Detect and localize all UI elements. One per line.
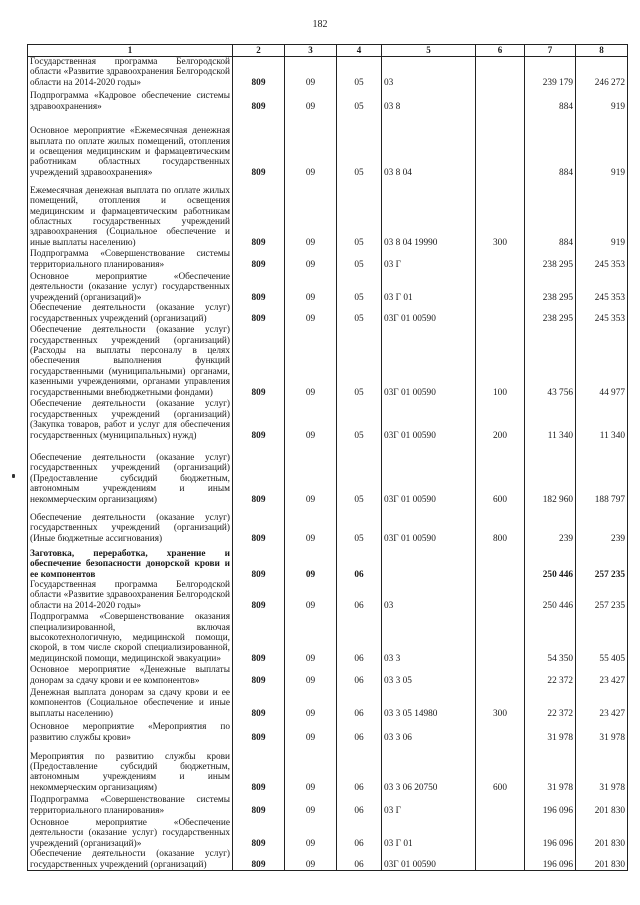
- amount-year-1: 11 340: [525, 398, 576, 441]
- expense-type-code: [476, 57, 525, 89]
- expense-type-code: [476, 248, 525, 270]
- amount-year-2: 23 427: [576, 686, 628, 719]
- amount-year-1: 884: [525, 178, 576, 248]
- target-article-code: 03 Г 01: [382, 816, 476, 849]
- target-article-code: 03Г 01 00590: [382, 303, 476, 324]
- amount-year-2: 31 978: [576, 719, 628, 743]
- table-row: [28, 544, 628, 580]
- item-name: Мероприятия по развитию службы крови (Предоставление субсидий бюджетным, автономным учреждениям и иным некоммерческим организациям): [28, 743, 233, 793]
- subsection-code: 05: [337, 112, 382, 178]
- item-name: Основное мероприятие «Ежемесячная денежная выплата по оплате жилых помещений, отопления и освещения медицинским и фармацевтическим работникам областных государственных учреждений здравоохранения»: [28, 112, 233, 178]
- subsection-code: 05: [337, 441, 382, 505]
- ministry-code: 809: [233, 112, 285, 178]
- expense-type-code: [476, 849, 525, 870]
- section-code: 09: [285, 544, 337, 580]
- amount-year-2: 44 977: [576, 324, 628, 398]
- amount-year-2: 245 353: [576, 303, 628, 324]
- section-code: 09: [285, 398, 337, 441]
- section-code: 09: [285, 112, 337, 178]
- amount-year-1: 22 372: [525, 664, 576, 686]
- item-name: Обеспечение деятельности (оказание услуг) государственных учреждений (организаций): [28, 303, 233, 324]
- amount-year-1: 31 978: [525, 719, 576, 743]
- expense-type-code: 300: [476, 178, 525, 248]
- subsection-code: 06: [337, 544, 382, 580]
- item-name: Основное мероприятие «Обеспечение деятельности (оказание услуг) государственных учреждений (организаций)»: [28, 270, 233, 303]
- target-article-code: 03 Г: [382, 248, 476, 270]
- amount-year-1: 884: [525, 112, 576, 178]
- table-row: [28, 112, 628, 178]
- table-row: [28, 611, 628, 664]
- item-name: Подпрограмма «Кадровое обеспечение системы здравоохранения»: [28, 88, 233, 112]
- expense-type-code: [476, 816, 525, 849]
- expense-type-code: 300: [476, 686, 525, 719]
- amount-year-2: 201 830: [576, 793, 628, 816]
- section-code: 09: [285, 793, 337, 816]
- amount-year-1: 31 978: [525, 743, 576, 793]
- item-name: Государственная программа Белгородской области «Развитие здравоохранения Белгородской области на 2014-2020 годы»: [28, 580, 233, 611]
- section-code: 09: [285, 441, 337, 505]
- budget-table: [27, 44, 628, 871]
- table-row: [28, 88, 628, 112]
- section-code: 09: [285, 849, 337, 870]
- amount-year-2: 257 235: [576, 544, 628, 580]
- amount-year-2: 245 353: [576, 248, 628, 270]
- expense-type-code: [476, 112, 525, 178]
- target-article-code: 03 8 04: [382, 112, 476, 178]
- amount-year-1: 196 096: [525, 816, 576, 849]
- subsection-code: 05: [337, 57, 382, 89]
- header-cell-1: 1: [28, 45, 233, 57]
- amount-year-1: 54 350: [525, 611, 576, 664]
- ministry-code: 809: [233, 580, 285, 611]
- expense-type-code: [476, 270, 525, 303]
- header-cell-5: 5: [382, 45, 476, 57]
- table-row: [28, 743, 628, 793]
- table-row: [28, 303, 628, 324]
- section-code: 09: [285, 611, 337, 664]
- header-cell-3: 3: [285, 45, 337, 57]
- ministry-code: 809: [233, 57, 285, 89]
- amount-year-2: 23 427: [576, 664, 628, 686]
- target-article-code: [382, 544, 476, 580]
- item-name: Обеспечение деятельности (оказание услуг) государственных учреждений (организаций) (Расходы на выплаты персоналу в целях обеспечения выполнения функций государственными (муниципальными) органами, казенными учреждениями, органами управления государственными внебюджетными фондами): [28, 324, 233, 398]
- expense-type-code: [476, 719, 525, 743]
- amount-year-1: 182 960: [525, 441, 576, 505]
- table-row: [28, 57, 628, 89]
- expense-type-code: [476, 664, 525, 686]
- ministry-code: 809: [233, 178, 285, 248]
- subsection-code: 06: [337, 849, 382, 870]
- table-row: [28, 686, 628, 719]
- expense-type-code: 600: [476, 441, 525, 505]
- item-name: Государственная программа Белгородской области «Развитие здравоохранения Белгородской области на 2014-2020 годы»: [28, 57, 233, 89]
- header-row: [28, 45, 628, 57]
- expense-type-code: [476, 611, 525, 664]
- subsection-code: 06: [337, 580, 382, 611]
- ministry-code: 809: [233, 505, 285, 544]
- amount-year-2: 31 978: [576, 743, 628, 793]
- amount-year-1: 239 179: [525, 57, 576, 89]
- target-article-code: 03 3 06: [382, 719, 476, 743]
- item-name: Обеспечение деятельности (оказание услуг) государственных учреждений (организаций): [28, 849, 233, 870]
- target-article-code: 03Г 01 00590: [382, 505, 476, 544]
- expense-type-code: [476, 88, 525, 112]
- table-row: [28, 505, 628, 544]
- table-row: [28, 849, 628, 870]
- table-row: [28, 178, 628, 248]
- subsection-code: 05: [337, 248, 382, 270]
- target-article-code: 03 3: [382, 611, 476, 664]
- subsection-code: 06: [337, 664, 382, 686]
- target-article-code: 03 3 05 14980: [382, 686, 476, 719]
- amount-year-1: 239: [525, 505, 576, 544]
- ministry-code: 809: [233, 398, 285, 441]
- expense-type-code: 100: [476, 324, 525, 398]
- target-article-code: 03Г 01 00590: [382, 441, 476, 505]
- table-row: [28, 398, 628, 441]
- target-article-code: 03 8: [382, 88, 476, 112]
- table-row: [28, 816, 628, 849]
- table-row: [28, 580, 628, 611]
- table-row: [28, 248, 628, 270]
- amount-year-1: 196 096: [525, 849, 576, 870]
- table-row: [28, 664, 628, 686]
- item-name: Обеспечение деятельности (оказание услуг) государственных учреждений (организаций) (Предоставление субсидий бюджетным, автономным учреждениям и иным некоммерческим организациям): [28, 441, 233, 505]
- item-name: Подпрограмма «Совершенствование системы территориального планирования»: [28, 248, 233, 270]
- ministry-code: 809: [233, 441, 285, 505]
- ministry-code: 809: [233, 544, 285, 580]
- section-code: 09: [285, 505, 337, 544]
- expense-type-code: [476, 544, 525, 580]
- header-cell-4: 4: [337, 45, 382, 57]
- ministry-code: 809: [233, 248, 285, 270]
- subsection-code: 05: [337, 398, 382, 441]
- item-name: Подпрограмма «Совершенствование системы территориального планирования»: [28, 793, 233, 816]
- item-name: Основное мероприятие «Денежные выплаты донорам за сдачу крови и ее компонентов»: [28, 664, 233, 686]
- expense-type-code: [476, 793, 525, 816]
- header-cell-6: 6: [476, 45, 525, 57]
- header-cell-2: 2: [233, 45, 285, 57]
- ministry-code: 809: [233, 849, 285, 870]
- amount-year-2: 201 830: [576, 816, 628, 849]
- section-code: 09: [285, 686, 337, 719]
- amount-year-2: 919: [576, 88, 628, 112]
- amount-year-1: 238 295: [525, 248, 576, 270]
- subsection-code: 06: [337, 686, 382, 719]
- amount-year-2: 245 353: [576, 270, 628, 303]
- amount-year-1: 250 446: [525, 580, 576, 611]
- section-code: 09: [285, 324, 337, 398]
- table-row: [28, 441, 628, 505]
- scan-mark: [12, 474, 15, 478]
- ministry-code: 809: [233, 686, 285, 719]
- expense-type-code: 800: [476, 505, 525, 544]
- subsection-code: 05: [337, 505, 382, 544]
- target-article-code: 03 8 04 19990: [382, 178, 476, 248]
- section-code: 09: [285, 816, 337, 849]
- item-name: Денежная выплата донорам за сдачу крови и ее компонентов (Социальное обеспечение и иные выплаты населению): [28, 686, 233, 719]
- amount-year-1: 884: [525, 88, 576, 112]
- subsection-code: 06: [337, 719, 382, 743]
- amount-year-1: 238 295: [525, 270, 576, 303]
- subsection-code: 05: [337, 303, 382, 324]
- table-row: [28, 324, 628, 398]
- amount-year-1: 238 295: [525, 303, 576, 324]
- subsection-code: 05: [337, 324, 382, 398]
- header-cell-8: 8: [576, 45, 628, 57]
- ministry-code: 809: [233, 664, 285, 686]
- subsection-code: 05: [337, 270, 382, 303]
- amount-year-2: 246 272: [576, 57, 628, 89]
- ministry-code: 809: [233, 611, 285, 664]
- subsection-code: 05: [337, 88, 382, 112]
- section-code: 09: [285, 664, 337, 686]
- subsection-code: 05: [337, 178, 382, 248]
- target-article-code: 03Г 01 00590: [382, 324, 476, 398]
- header-cell-7: 7: [525, 45, 576, 57]
- section-code: 09: [285, 719, 337, 743]
- expense-type-code: 600: [476, 743, 525, 793]
- subsection-code: 06: [337, 816, 382, 849]
- amount-year-1: 22 372: [525, 686, 576, 719]
- subsection-code: 06: [337, 611, 382, 664]
- target-article-code: 03 Г: [382, 793, 476, 816]
- ministry-code: 809: [233, 303, 285, 324]
- section-code: 09: [285, 303, 337, 324]
- amount-year-2: 919: [576, 112, 628, 178]
- target-article-code: 03: [382, 580, 476, 611]
- ministry-code: 809: [233, 88, 285, 112]
- ministry-code: 809: [233, 816, 285, 849]
- ministry-code: 809: [233, 743, 285, 793]
- page-number: 182: [312, 19, 328, 30]
- section-code: 09: [285, 580, 337, 611]
- target-article-code: 03Г 01 00590: [382, 398, 476, 441]
- table-row: [28, 270, 628, 303]
- item-name: Основное мероприятие «Обеспечение деятельности (оказание услуг) государственных учреждений (организаций)»: [28, 816, 233, 849]
- section-code: 09: [285, 178, 337, 248]
- section-code: 09: [285, 248, 337, 270]
- amount-year-2: 201 830: [576, 849, 628, 870]
- section-code: 09: [285, 743, 337, 793]
- table-row: [28, 793, 628, 816]
- ministry-code: 809: [233, 270, 285, 303]
- amount-year-2: 11 340: [576, 398, 628, 441]
- expense-type-code: [476, 303, 525, 324]
- amount-year-2: 239: [576, 505, 628, 544]
- ministry-code: 809: [233, 324, 285, 398]
- amount-year-2: 188 797: [576, 441, 628, 505]
- expense-type-code: [476, 580, 525, 611]
- amount-year-1: 250 446: [525, 544, 576, 580]
- subsection-code: 06: [337, 793, 382, 816]
- section-code: 09: [285, 270, 337, 303]
- ministry-code: 809: [233, 719, 285, 743]
- ministry-code: 809: [233, 793, 285, 816]
- target-article-code: 03 3 06 20750: [382, 743, 476, 793]
- target-article-code: 03Г 01 00590: [382, 849, 476, 870]
- amount-year-2: 919: [576, 178, 628, 248]
- table-body: [28, 57, 628, 871]
- target-article-code: 03: [382, 57, 476, 89]
- table-row: [28, 719, 628, 743]
- amount-year-1: 196 096: [525, 793, 576, 816]
- item-name: Ежемесячная денежная выплата по оплате жилых помещений, отопления и освещения медицинским и фармацевтическим работникам областных государственных учреждений здравоохранения (Социальное обеспечение и иные выплаты населению): [28, 178, 233, 248]
- amount-year-2: 257 235: [576, 580, 628, 611]
- item-name: Обеспечение деятельности (оказание услуг) государственных учреждений (организаций) (Иные бюджетные ассигнования): [28, 505, 233, 544]
- subsection-code: 06: [337, 743, 382, 793]
- amount-year-2: 55 405: [576, 611, 628, 664]
- target-article-code: 03 Г 01: [382, 270, 476, 303]
- section-code: 09: [285, 57, 337, 89]
- amount-year-1: 43 756: [525, 324, 576, 398]
- item-name: Подпрограмма «Совершенствование оказания специализированной, включая высокотехнологичную, медицинской помощи, скорой, в том числе скорой специализированной, медицинской помощи, медицинской эвакуации»: [28, 611, 233, 664]
- item-name: Обеспечение деятельности (оказание услуг) государственных учреждений (организаций) (Закупка товаров, работ и услуг для обеспечения государственных (муниципальных) нужд): [28, 398, 233, 441]
- section-code: 09: [285, 88, 337, 112]
- target-article-code: 03 3 05: [382, 664, 476, 686]
- expense-type-code: 200: [476, 398, 525, 441]
- item-name: Основное мероприятие «Мероприятия по развитию службы крови»: [28, 719, 233, 743]
- item-name: Заготовка, переработка, хранение и обеспечение безопасности донорской крови и ее компонентов: [28, 544, 233, 580]
